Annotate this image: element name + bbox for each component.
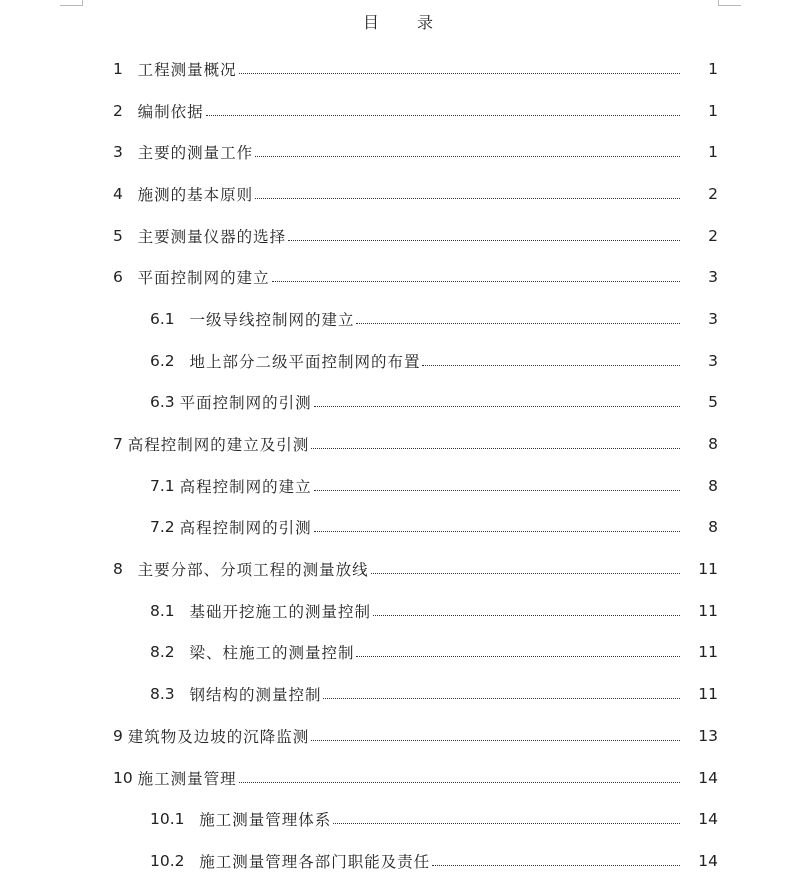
toc-entry-page-number: 3 xyxy=(708,268,718,287)
toc-dot-leader xyxy=(422,364,680,366)
toc-entry-page-number: 8 xyxy=(708,518,718,537)
toc-entry-page-number: 5 xyxy=(708,393,718,412)
toc-entry[interactable] xyxy=(0,215,796,257)
toc-dot-leader xyxy=(255,197,680,199)
toc-entry-title: 主要测量仪器的选择 xyxy=(137,227,287,246)
toc-entry-number: 10.2 xyxy=(150,851,200,870)
toc-entry-number: 6.1 xyxy=(150,309,190,328)
toc-dot-leader xyxy=(255,155,680,157)
toc-entry-number: 8.2 xyxy=(150,643,190,662)
toc-entry-page-number: 13 xyxy=(698,726,718,745)
toc-entry[interactable] xyxy=(0,590,796,632)
toc-entry[interactable] xyxy=(0,757,796,799)
toc-entry-number: 5 xyxy=(113,226,138,245)
toc-entry[interactable] xyxy=(0,90,796,132)
toc-dot-leader xyxy=(314,489,680,491)
toc-entry-title: 施工测量管理各部门职能及责任 xyxy=(199,852,431,871)
toc-dot-leader xyxy=(323,697,680,699)
toc-entry-title: 平面控制网的引测 xyxy=(179,394,312,413)
toc-entry-page-number: 11 xyxy=(698,685,718,704)
toc-entry-title: 主要分部、分项工程的测量放线 xyxy=(137,561,369,580)
toc-dot-leader xyxy=(333,822,680,824)
toc-entry-page-number: 11 xyxy=(698,643,718,662)
toc-entry[interactable] xyxy=(0,465,796,507)
toc-entry-title: 施工测量管理 xyxy=(137,769,237,788)
toc-title-left: 目 xyxy=(362,13,379,32)
toc-entry-title: 高程控制网的建立及引测 xyxy=(127,436,310,455)
toc-entry[interactable] xyxy=(0,507,796,549)
toc-entry-title: 高程控制网的引测 xyxy=(179,519,312,538)
toc-entry-title: 施工测量管理体系 xyxy=(199,811,332,830)
toc-entry-page-number: 14 xyxy=(698,768,718,787)
toc-entry[interactable] xyxy=(0,715,796,757)
toc-entry-number: 10 xyxy=(113,768,138,787)
toc-entry-page-number: 8 xyxy=(708,476,718,495)
toc-entry-page-number: 1 xyxy=(708,143,718,162)
crop-mark-top-right xyxy=(718,0,741,6)
toc-entry-number: 4 xyxy=(113,184,138,203)
toc-entry-page-number: 2 xyxy=(708,184,718,203)
toc-dot-leader xyxy=(432,864,680,866)
toc-dot-leader xyxy=(206,114,680,116)
toc-entry-page-number: 2 xyxy=(708,226,718,245)
toc-entry-title: 钢结构的测量控制 xyxy=(189,686,322,705)
toc-entry-number: 6.3 xyxy=(150,393,180,412)
toc-entry-title: 编制依据 xyxy=(137,102,204,121)
toc-entry-number: 2 xyxy=(113,101,138,120)
toc-entry[interactable] xyxy=(0,382,796,424)
toc-entry[interactable] xyxy=(0,798,796,840)
toc-entry[interactable] xyxy=(0,632,796,674)
toc-title-right: 录 xyxy=(417,13,434,32)
toc-entry[interactable] xyxy=(0,256,796,298)
toc-entry-title: 基础开挖施工的测量控制 xyxy=(189,602,371,621)
toc-entry[interactable] xyxy=(0,423,796,465)
toc-entry-number: 6 xyxy=(113,268,138,287)
toc-entry-page-number: 3 xyxy=(708,351,718,370)
toc-entry-number: 9 xyxy=(113,726,128,745)
toc-list xyxy=(0,48,796,882)
toc-entry-number: 7.1 xyxy=(150,476,180,495)
toc-entry-number: 10.1 xyxy=(150,810,200,829)
toc-entry[interactable] xyxy=(0,48,796,90)
toc-entry-number: 7 xyxy=(113,435,128,454)
toc-entry-page-number: 1 xyxy=(708,59,718,78)
toc-entry-title: 平面控制网的建立 xyxy=(137,269,270,288)
toc-entry-page-number: 3 xyxy=(708,309,718,328)
toc-title xyxy=(0,10,796,33)
toc-entry-number: 1 xyxy=(113,59,138,78)
toc-entry-number: 8.1 xyxy=(150,601,190,620)
toc-entry[interactable] xyxy=(0,548,796,590)
toc-entry[interactable] xyxy=(0,298,796,340)
toc-entry-number: 6.2 xyxy=(150,351,190,370)
toc-dot-leader xyxy=(371,572,680,574)
toc-dot-leader xyxy=(373,614,680,616)
toc-dot-leader xyxy=(314,530,680,532)
toc-entry-page-number: 11 xyxy=(698,601,718,620)
toc-entry[interactable] xyxy=(0,173,796,215)
toc-entry-page-number: 14 xyxy=(698,851,718,870)
toc-entry[interactable] xyxy=(0,340,796,382)
toc-entry[interactable] xyxy=(0,131,796,173)
toc-dot-leader xyxy=(288,239,680,241)
toc-entry-number: 3 xyxy=(113,143,138,162)
toc-dot-leader xyxy=(239,72,680,74)
toc-dot-leader xyxy=(239,781,680,783)
toc-dot-leader xyxy=(272,280,680,282)
toc-entry-title: 建筑物及边坡的沉降监测 xyxy=(127,727,310,746)
toc-entry-title: 高程控制网的建立 xyxy=(179,477,312,496)
toc-entry-page-number: 1 xyxy=(708,101,718,120)
toc-dot-leader xyxy=(356,322,680,324)
toc-dot-leader xyxy=(356,655,680,657)
toc-entry-page-number: 14 xyxy=(698,810,718,829)
crop-mark-top-left xyxy=(60,0,83,6)
toc-entry-title: 一级导线控制网的建立 xyxy=(189,310,355,329)
toc-dot-leader xyxy=(314,405,680,407)
toc-entry-number: 7.2 xyxy=(150,518,180,537)
toc-entry-title: 地上部分二级平面控制网的布置 xyxy=(189,352,421,371)
toc-entry-title: 主要的测量工作 xyxy=(137,144,254,163)
toc-entry-number: 8 xyxy=(113,560,138,579)
toc-entry-page-number: 11 xyxy=(698,560,718,579)
toc-dot-leader xyxy=(311,739,680,741)
toc-entry[interactable] xyxy=(0,840,796,882)
toc-entry-title: 施测的基本原则 xyxy=(137,185,254,204)
toc-entry-page-number: 8 xyxy=(708,435,718,454)
toc-dot-leader xyxy=(311,447,680,449)
toc-entry-title: 工程测量概况 xyxy=(137,60,237,79)
toc-entry-number: 8.3 xyxy=(150,685,190,704)
toc-entry[interactable] xyxy=(0,673,796,715)
toc-entry-title: 梁、柱施工的测量控制 xyxy=(189,644,355,663)
